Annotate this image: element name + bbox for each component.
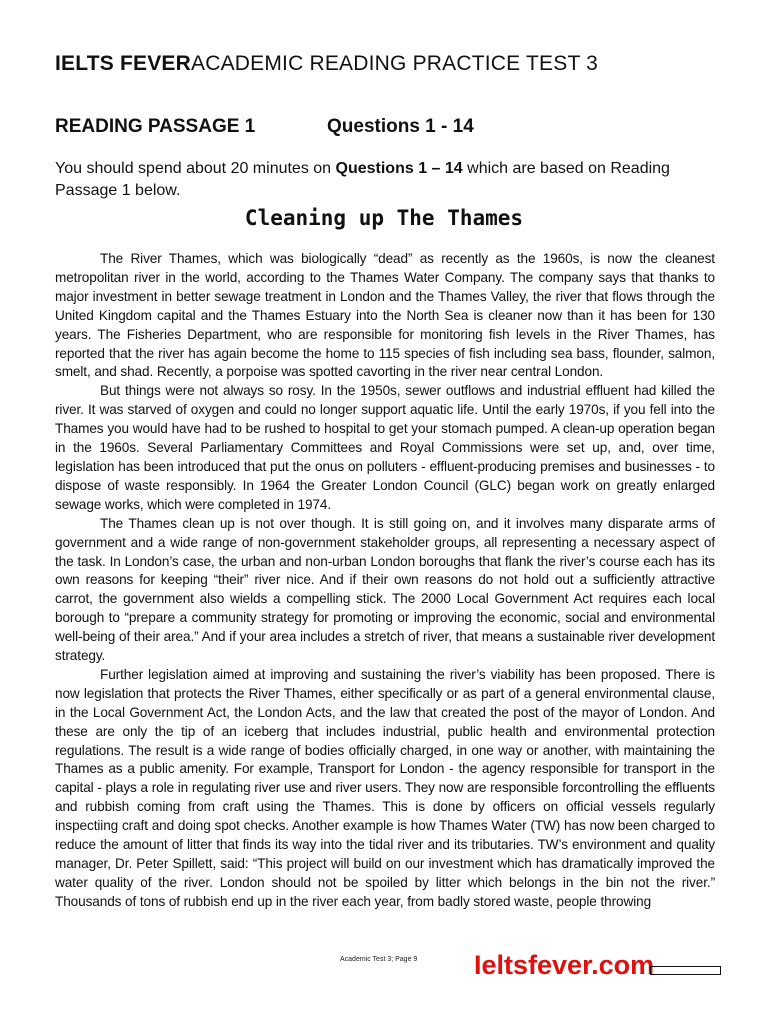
- instructions: [55, 158, 705, 202]
- passage-heading: READING PASSAGE 1: [55, 116, 256, 137]
- instructions-before: You should spend about 20 minutes on: [55, 160, 336, 177]
- header-brand: IELTS FEVER: [55, 52, 191, 75]
- instructions-questions: Questions 1 – 14: [335, 160, 463, 177]
- paragraph-4: Further legislation aimed at improving and sustaining the river’s viability has been proposed. There is now legislation that protects the River Thames, either specifically or as part of a general environmental clause, in the Local Government Act, the London Acts, and the law that created the post of the mayor of London. And these are only the tip of an iceberg that includes industrial, public health and environmental protection regulations. The result is a wide range of bodies officially charged, in one way or another, with maintaining the Thames as a public amenity. For example, Transport for London - the agency responsible for transport in the capital - plays a role in regulating river use and river users. They now are responsible forcontrolling the effluents and rubbish coming from craft using the Thames. This is done by officers on official vessels regularly inspectiing craft and doing spot checks. Another example is how Thames Water (TW) has now been charged to reduce the amount of litter that finds its way into the tidal river and its tributaries. TW’s environment and quality manager, Dr. Peter Spillett, said: “This project will build on our investment which has dramatically improved the water quality of the river. London should not be spoiled by litter which belongs in the bin not the river.” Thousands of tons of rubbish end up in the river each year, from badly stored waste, people throwing: [55, 666, 715, 909]
- page-header: [55, 52, 598, 76]
- instructions-after: which are based on Reading Passage 1 below.: [55, 160, 670, 199]
- paragraph-1: The River Thames, which was biologically “dead” as recently as the 1960s, is now the cleanest metropolitan river in the world, according to the Thames Water Company. The company says that thanks to major investment in better sewage treatment in London and the Thames Valley, the river that flows through the United Kingdom capital and the Thames Estuary into the North Sea is cleaner now than it has been for 130 years. The Fisheries Department, who are responsible for monitoring fish levels in the River Thames, has reported that the river has again become the home to 115 species of fish including sea bass, flounder, salmon, smelt, and shad. Recently, a porpoise was spotted cavorting in the river near central London.: [55, 251, 715, 380]
- footer-brand-link[interactable]: Ieltsfever.com: [474, 950, 655, 980]
- reading-passage: [55, 250, 715, 945]
- header-title: ACADEMIC READING PRACTICE TEST 3: [191, 52, 599, 75]
- questions-range: Questions 1 - 14: [327, 116, 474, 137]
- article-title: Cleaning up The Thames: [244, 206, 524, 230]
- footer-box-decoration: [650, 966, 721, 975]
- paragraph-2: But things were not always so rosy. In the 1950s, sewer outflows and industrial effluent had killed the river. It was starved of oxygen and could no longer support aquatic life. Until the early 1970s, if you fell into the Thames you would have had to be rushed to hospital to get your stomach pumped. A clean-up operation began in the 1960s. Several Parliamentary Committees and Royal Commissions were set up, and, over time, legislation has been introduced that put the onus on polluters - effluent-producing premises and businesses - to dispose of waste responsibly. In 1964 the Greater London Council (GLC) began work on greatly enlarged sewage works, which were completed in 1974.: [55, 383, 715, 512]
- page-number: Academic Test 3; Page 9: [340, 956, 418, 963]
- paragraph-3: The Thames clean up is not over though. It is still going on, and it involves many disparate arms of government and a wide range of non-government stakeholder groups, all representing a necessary aspect of the task. In London’s case, the urban and non-urban London boroughs that flank the river’s course each has its own reasons for keeping “their” river nice. And if their own reasons do not hold out a sufficiently attractive carrot, the government also wields a compelling stick. The 2000 Local Government Act requires each local borough to “prepare a community strategy for promoting or improving the economic, social and environmental well-being of their area.” And if your area includes a stretch of river, that means a sustainable river development strategy.: [55, 515, 715, 664]
